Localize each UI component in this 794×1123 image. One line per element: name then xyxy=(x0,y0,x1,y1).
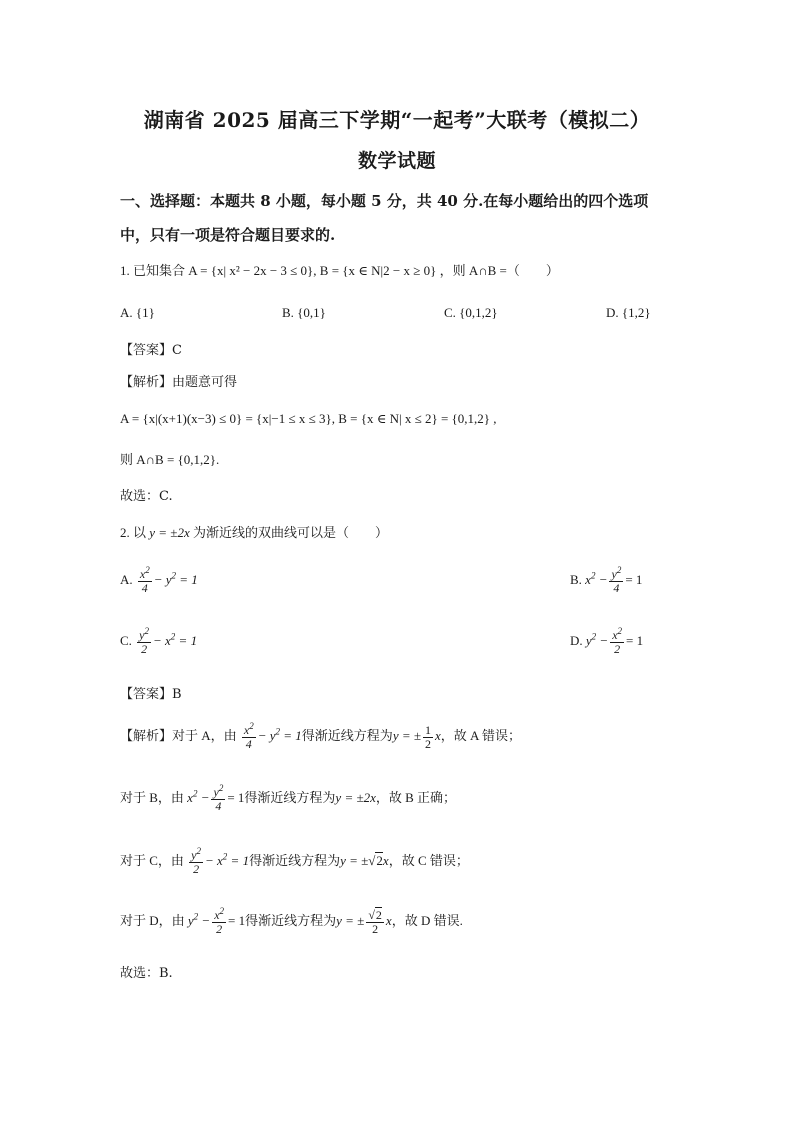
q2-option-d: D. $y^2$ − $\frac{x^2}{2}$ = 1 xyxy=(570,626,644,656)
q1-option-c: C. {0,1,2} xyxy=(444,305,498,320)
section-heading-line1: 一、选择题：本题共 8 小题，每小题 5 分，共 40 分.在每小题给出的四个选项 xyxy=(120,192,649,210)
q2-option-b-label: B. xyxy=(570,572,582,588)
q2-option-c: C. $\frac{y^2}{2}$ − $x^2 = 1$ xyxy=(120,626,198,656)
q1-choose: 故选：C. xyxy=(120,489,173,504)
q1-answer: 【答案】C xyxy=(120,343,182,358)
q2-analysis-c-mid: 得渐近线方程为 xyxy=(249,853,341,869)
q2-analysis-b-suffix: ，故 B 正确； xyxy=(375,790,457,806)
q1-option-b: B. {0,1} xyxy=(282,305,326,320)
q2-analysis-a-prefix: 【解析】对于 A，由 xyxy=(120,728,237,744)
q2-analysis-a: 【解析】对于 A，由 $\frac{x^2}{4}$ − $y^2 = 1$得渐近线方程为y = ± $\frac{1}{2}$ x，故 A 错误； xyxy=(120,721,521,751)
q2-option-b-fraction: $\frac{y^2}{4}$ xyxy=(611,565,622,595)
q2-option-a: A. $\frac{x^2}{4}$ − $y^2 = 1$ xyxy=(120,565,198,595)
q2-analysis-b-mid: 得渐近线方程为 xyxy=(244,790,336,806)
q1-option-a: A. {1} xyxy=(120,305,155,320)
q1-analysis-title: 【解析】由题意可得 xyxy=(120,375,238,390)
q1-stem: 1. 已知集合 A = {x| x² − 2x − 3 ≤ 0}, B = {x ∈ N|2 − x ≥ 0} ，则 A∩B =（ ） xyxy=(120,263,559,278)
q2-analysis-a-suffix: ，故 A 错误； xyxy=(440,728,521,744)
q2-analysis-c-prefix: 对于 C，由 xyxy=(120,853,184,869)
q2-analysis-a-mid: 得渐近线方程为 xyxy=(301,728,393,744)
q2-analysis-c: 对于 C，由 $\frac{y^2}{2}$ − $x^2 = 1$得渐近线方程为y = ±√2x，故 C 错误； xyxy=(120,846,469,876)
q2-stem-math: y = ±2x xyxy=(149,525,190,540)
q2-option-a-fraction: $\frac{x^2}{4}$ xyxy=(139,565,150,595)
q2-stem xyxy=(120,525,388,541)
q2-option-d-label: D. xyxy=(570,633,583,649)
q2-option-c-label: C. xyxy=(120,633,132,649)
q1-analysis-math: A = {x|(x+1)(x−3) ≤ 0} = {x|−1 ≤ x ≤ 3}, B = {x ∈ N| x ≤ 2} = {0,1,2} , xyxy=(120,411,497,426)
q2-stem-prefix: 2. 以 xyxy=(120,525,147,540)
q2-analysis-b-prefix: 对于 B，由 xyxy=(120,790,184,806)
q2-analysis-b: 对于 B，由 $x^2$ − $\frac{y^2}{4}$ = 1得渐近线方程为y = ±2x，故 B 正确； xyxy=(120,783,457,813)
document-title: 湖南省 2025 届高三下学期“一起考”大联考（模拟二） xyxy=(143,108,651,132)
q2-answer: 【答案】B xyxy=(120,687,182,702)
q2-analysis-c-suffix: ，故 C 错误； xyxy=(388,853,469,869)
q2-analysis-d-prefix: 对于 D，由 xyxy=(120,913,185,929)
q2-option-b: B. $x^2$ − $\frac{y^2}{4}$ = 1 xyxy=(570,565,643,595)
q2-choose: 故选：B. xyxy=(120,966,173,981)
q2-option-a-label: A. xyxy=(120,572,133,588)
q2-option-d-fraction: $\frac{x^2}{2}$ xyxy=(612,626,623,656)
q2-option-c-fraction: $\frac{y^2}{2}$ xyxy=(139,626,149,656)
section-heading-line2: 中，只有一项是符合题目要求的. xyxy=(120,226,336,244)
document-subtitle: 数学试题 xyxy=(357,150,436,172)
q1-option-d: D. {1,2} xyxy=(606,305,651,320)
q2-stem-suffix: 为渐近线的双曲线可以是（ ） xyxy=(192,525,388,540)
q1-analysis-conclusion: 则 A∩B = {0,1,2}. xyxy=(120,452,220,467)
q2-analysis-d-suffix: ，故 D 错误. xyxy=(391,913,463,929)
q2-analysis-d: 对于 D，由 $y^2$ − $\frac{x^2}{2}$ = 1得渐近线方程为y = ± $\frac{√2}{2}$ x，故 D 错误. xyxy=(120,906,463,936)
q2-analysis-d-mid: 得渐近线方程为 xyxy=(245,913,337,929)
